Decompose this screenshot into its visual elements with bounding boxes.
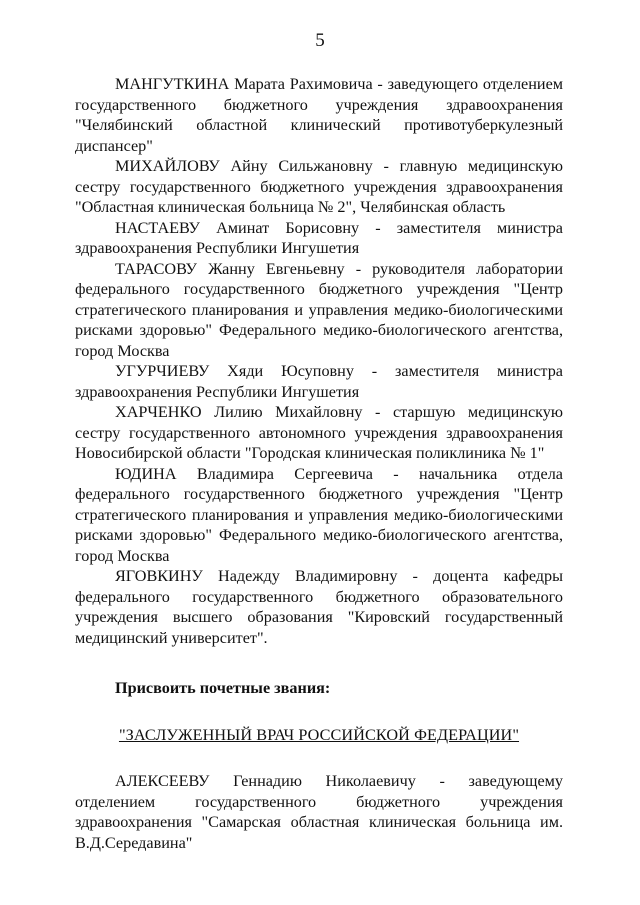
award-title: "ЗАСЛУЖЕННЫЙ ВРАЧ РОССИЙСКОЙ ФЕДЕРАЦИИ" — [118, 725, 520, 744]
list-item — [75, 771, 563, 853]
person-description: - главную медицинскую сестру государственного бюджетного учреждения здравоохранения "Областная клиническая больница № 2", Челябинская область — [75, 157, 563, 216]
person-description: - старшую медицинскую сестру государственного автономного учреждения здравоохранения Новосибирской области "Городская клиническая поликлиника № 1" — [75, 403, 563, 462]
person-description: - заместителя министра здравоохранения Республики Ингушетия — [75, 218, 563, 257]
list-item — [75, 74, 563, 156]
person-description: - заместителя министра здравоохранения Республики Ингушетия — [75, 362, 563, 401]
list-item — [75, 402, 563, 464]
page-number: 5 — [315, 30, 325, 51]
person-name: ЯГОВКИНУ Надежду Владимировну — [115, 567, 398, 585]
person-name: МАНГУТКИНА Марата Рахимовича — [115, 75, 373, 93]
list-item — [75, 464, 563, 567]
person-description: - заведующему отделением государственного бюджетного учреждения здравоохранения "Самарская областная клиническая больница им. В.Д.Середавина" — [75, 772, 564, 852]
list-item — [75, 566, 563, 648]
person-name: НАСТАЕВУ Аминат Борисовну — [115, 218, 360, 237]
section-heading: Присвоить почетные звания: — [115, 679, 331, 697]
person-name: АЛЕКСЕЕВУ Геннадию Николаевичу — [115, 772, 416, 790]
list-item — [75, 361, 563, 402]
award-title-wrapper — [75, 725, 563, 746]
person-description: - заведующего отделением государственного бюджетного учреждения здравоохранения "Челябинский областной клинический противотуберкулезный диспансер" — [75, 75, 564, 155]
person-name: ХАРЧЕНКО Лилию Михайловну — [115, 403, 363, 421]
person-name: МИХАЙЛОВУ Айну Сильжановну — [115, 157, 373, 175]
list-item — [75, 156, 563, 218]
person-name: ЮДИНА Владимира Сергеевича — [115, 464, 373, 483]
person-description: - доцента кафедры федерального государственного бюджетного образовательного учреждения высшего образования "Кировский государственный медицинский университет". — [75, 567, 563, 647]
person-name: ТАРАСОВУ Жанну Евгеньевну — [115, 259, 345, 278]
person-description: - руководителя лаборатории федерального государственного бюджетного учреждения "Центр стратегического планирования и управления медико-биологическими рисками здоровью" Федерального медико-биологического агентства, город Москва — [75, 259, 563, 360]
document-body — [75, 74, 563, 853]
list-item — [75, 259, 563, 362]
person-name: УГУРЧИЕВУ Хяди Юсуповну — [115, 362, 354, 380]
list-item — [75, 218, 563, 259]
person-description: - начальника отдела федерального государственного бюджетного учреждения "Центр стратегического планирования и управления медико-биологическими рисками здоровью" Федерального медико-биологического агентства, город Москва — [75, 464, 563, 565]
